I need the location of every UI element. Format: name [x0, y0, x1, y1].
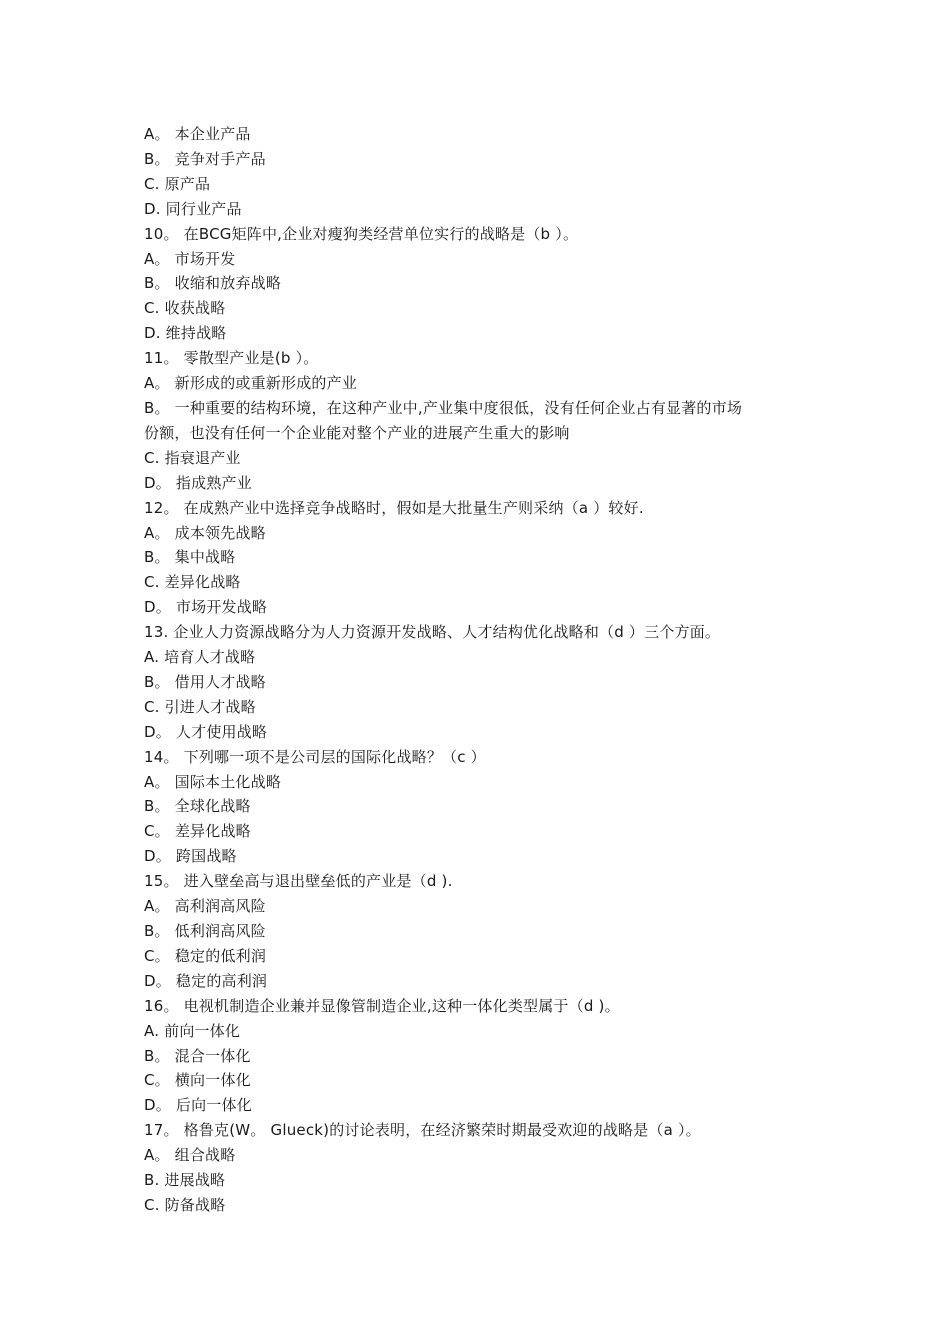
- option-line: A。 本企业产品: [144, 125, 251, 143]
- option-line: D。 人才使用战略: [144, 722, 268, 741]
- option-line: B。 低利润高风险: [144, 922, 266, 940]
- question-line: 13. 企业人力资源战略分为人力资源开发战略、人才结构优化战略和（d ）三个方面。: [144, 623, 721, 642]
- option-line: D。 后向一体化: [144, 1096, 252, 1115]
- option-line: C. 差异化战略: [144, 573, 241, 592]
- option-line: C。 横向一体化: [144, 1071, 251, 1090]
- option-line: A。 国际本土化战略: [144, 772, 282, 791]
- option-line: A. 培育人才战略: [144, 648, 256, 667]
- option-line: C。 差异化战略: [144, 822, 251, 841]
- option-line: D。 稳定的高利润: [144, 971, 268, 990]
- option-line-continued: 份额，也没有任何一个企业能对整个产业的进展产生重大的影响: [144, 423, 570, 442]
- question-list: [144, 122, 814, 1218]
- option-line: B。 集中战略: [144, 548, 236, 567]
- option-line: B。 混合一体化: [144, 1046, 251, 1065]
- question-line: 11。 零散型产业是(b ）。: [144, 349, 319, 368]
- option-line: D. 维持战略: [144, 324, 227, 343]
- option-line: B。 借用人才战略: [144, 672, 266, 691]
- option-line: A。 成本领先战略: [144, 523, 266, 542]
- option-line: C. 指衰退产业: [144, 448, 241, 467]
- question-line: 14。 下列哪一项不是公司层的国际化战略？（c ）: [144, 747, 486, 766]
- option-line: C. 防备战略: [144, 1195, 226, 1214]
- option-line: C. 引进人才战略: [144, 697, 256, 716]
- option-line: A。 高利润高风险: [144, 897, 266, 916]
- option-line: A。 新形成的或重新形成的产业: [144, 374, 358, 393]
- question-line: 17。 格鲁克(W。 Glueck)的讨论表明，在经济繁荣时期最受欢迎的战略是（a ）。: [144, 1121, 701, 1140]
- option-line: B。 竞争对手产品: [144, 149, 266, 168]
- question-line: 16。 电视机制造企业兼并显像管制造企业,这种一体化类型属于（d )。: [144, 996, 620, 1015]
- option-line: A. 前向一体化: [144, 1021, 241, 1040]
- option-line: D. 同行业产品: [144, 199, 242, 218]
- option-line: B。 收缩和放弃战略: [144, 274, 282, 293]
- question-line: 15。 进入壁垒高与退出壁垒低的产业是（d ).: [144, 872, 453, 891]
- option-line: B. 进展战略: [144, 1171, 226, 1190]
- option-line: B。 一种重要的结构环境，在这种产业中,产业集中度很低，没有任何企业占有显著的市场: [144, 398, 743, 417]
- option-line: C。 稳定的低利润: [144, 946, 267, 965]
- option-line: C. 收获战略: [144, 299, 226, 318]
- option-line: A。 市场开发: [144, 249, 236, 268]
- question-line: 12。 在成熟产业中选择竞争战略时，假如是大批量生产则采纳（a ）较好.: [144, 498, 644, 517]
- option-line: D。 市场开发战略: [144, 598, 268, 617]
- option-line: C. 原产品: [144, 174, 211, 193]
- question-line: 10。 在BCG矩阵中,企业对瘦狗类经营单位实行的战略是（b ）。: [144, 224, 579, 243]
- option-line: D。 跨国战略: [144, 847, 237, 866]
- option-line: B。 全球化战略: [144, 797, 251, 816]
- option-line: A。 组合战略: [144, 1146, 236, 1165]
- option-line: D。 指成熟产业: [144, 473, 252, 492]
